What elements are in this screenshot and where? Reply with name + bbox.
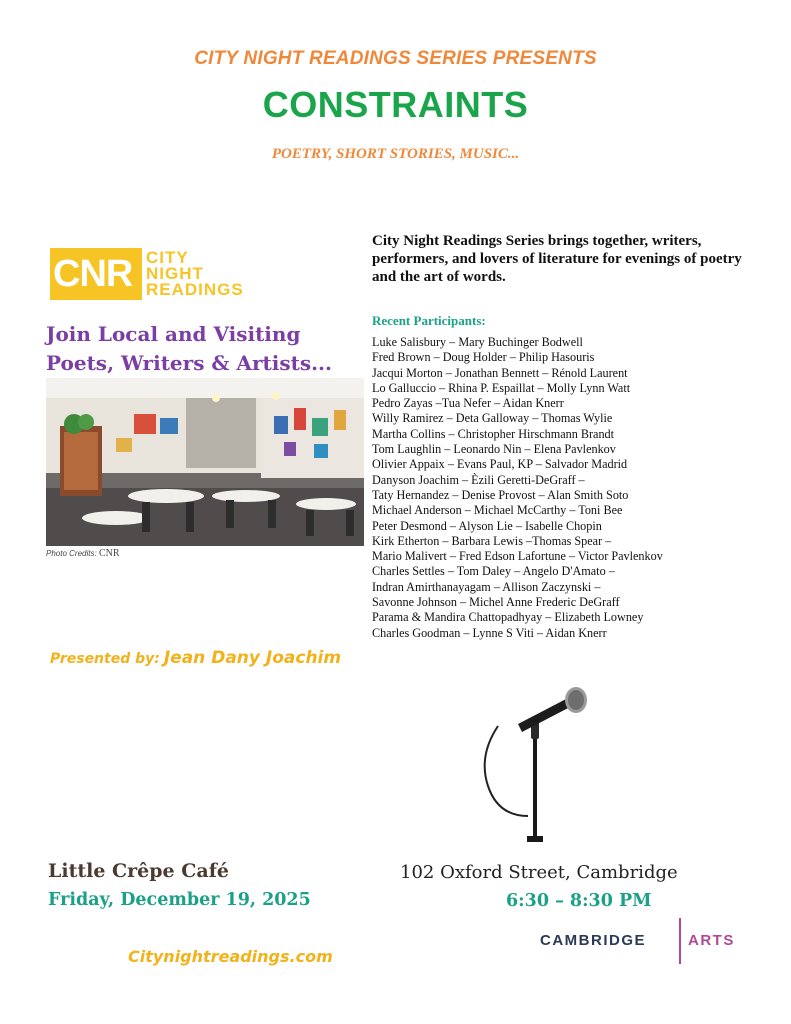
join-line-2: Poets, Writers & Artists...: [46, 351, 332, 375]
participant-line: Jacqui Morton – Jonathan Bennett – Rénold Laurent: [372, 365, 628, 380]
presented-by-label: Presented by:: [50, 651, 160, 667]
cambridge-arts-logo: [536, 918, 756, 962]
participant-line: Mario Malivert – Fred Edson Lafortune – Victor Pavlenkov: [372, 549, 663, 564]
participant-line: Tom Laughlin – Leonardo Nin – Elena Pavlenkov: [372, 442, 616, 457]
join-line-1: Join Local and Visiting: [46, 322, 301, 346]
participant-line: Charles Goodman – Lynne S Viti – Aidan Knerr: [372, 625, 607, 640]
logo-words: [146, 250, 244, 298]
logo-monogram: CNR: [53, 253, 133, 295]
cafe-photo: [46, 378, 364, 546]
participant-line: Fred Brown – Doug Holder – Philip Hasouris: [372, 350, 595, 365]
website-link[interactable]: Citynightreadings.com: [128, 947, 333, 966]
participant-line: Luke Salisbury – Mary Buchinger Bodwell: [372, 335, 583, 349]
participant-line: Indran Amirthanayagam – Allison Zaczynski –: [372, 579, 601, 594]
microphone-image: [458, 666, 648, 844]
participant-line: Willy Ramirez – Deta Galloway – Thomas Wylie: [372, 411, 613, 426]
participant-line: Parama & Mandira Chattopadhyay – Elizabeth Lowney: [372, 610, 644, 625]
event-title: CONSTRAINTS: [262, 84, 529, 125]
participant-line: Martha Collins – Christopher Hirschmann Brandt: [372, 426, 615, 441]
participant-line: Danyson Joachim – Èzili Geretti-DeGraff –: [372, 472, 585, 487]
microphone-icon: [458, 666, 648, 844]
participant-line: Peter Desmond – Alyson Lie – Isabelle Chopin: [372, 518, 602, 533]
cafe-interior-illustration: [46, 378, 364, 546]
photo-credits: [46, 548, 120, 559]
photo-credits-label: Photo Credits:: [46, 549, 97, 558]
photo-credits-value: CNR: [98, 548, 120, 559]
participant-line: Taty Hernandez – Denise Provost – Alan Smith Soto: [372, 487, 629, 502]
presenter-name: Jean Dany Joachim: [163, 648, 342, 668]
participants-list: [372, 335, 762, 641]
series-description: City Night Readings Series brings together, writers, performers, and lovers of literature for evenings of poetry and the art of words.: [372, 233, 742, 285]
participant-line: Pedro Zayas –Tua Nefer – Aidan Knerr: [372, 396, 564, 411]
cnr-logo: [50, 244, 260, 310]
recent-participants-label: Recent Participants:: [372, 313, 486, 328]
participant-line: Kirk Etherton – Barbara Lewis –Thomas Spear –: [372, 533, 612, 548]
participant-line: Olivier Appaix – Evans Paul, KP – Salvador Madrid: [372, 457, 628, 472]
cambridge-logo-text: CAMBRIDGE: [540, 932, 646, 949]
arts-logo-text: ARTS: [688, 932, 735, 949]
event-subtitle: POETRY, SHORT STORIES, MUSIC...: [271, 146, 520, 162]
event-time: 6:30 – 8:30 PM: [506, 891, 652, 911]
event-date: Friday, December 19, 2025: [48, 890, 311, 910]
join-heading: [46, 320, 366, 378]
participant-line: Lo Galluccio – Rhina P. Espaillat – Molly Lynn Watt: [372, 380, 631, 395]
venue-name: Little Crêpe Café: [48, 860, 229, 882]
logo-word-city: CITY: [146, 248, 189, 267]
series-presents-heading: CITY NIGHT READINGS SERIES PRESENTS: [194, 48, 597, 69]
participant-line: Charles Settles – Tom Daley – Angelo D'Amato –: [372, 564, 615, 579]
presented-by: [50, 648, 341, 668]
logo-word-night: NIGHT: [146, 264, 204, 283]
logo-word-readings: READINGS: [146, 280, 244, 299]
logo-divider: [679, 918, 681, 964]
participant-line: Savonne Johnson – Michel Anne Frederic DeGraff: [372, 595, 620, 610]
venue-address: 102 Oxford Street, Cambridge: [400, 862, 678, 883]
participant-line: Michael Anderson – Michael McCarthy – Toni Bee: [372, 503, 623, 518]
